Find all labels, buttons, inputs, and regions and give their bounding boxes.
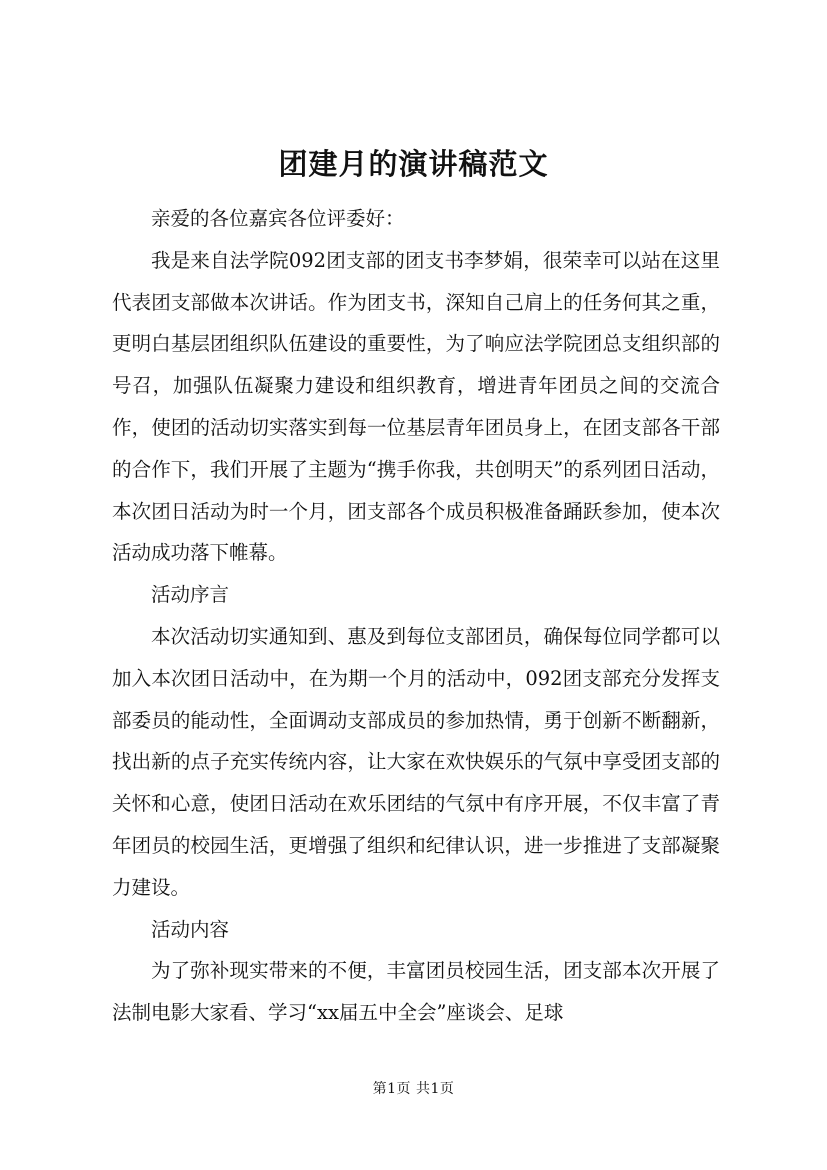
document-title: 团建月的演讲稿范文 [278,147,549,181]
section-heading-content: 活动内容 [151,917,230,941]
salutation: 亲爱的各位嘉宾各位评委好： [151,207,405,230]
section-paragraph-content: 为了弥补现实带来的不便，丰富团员校园生活，团支部本次开展了法制电影大家看、学习“xx届五中全会”座谈会、足球 [112,959,720,1025]
section-paragraph-preface: 本次活动切实通知到、惠及到每位支部团员，确保每位同学都可以加入本次团日活动中，在为期一个月的活动中，092团支部充分发挥支部委员的能动性，全面调动支部成员的参加热情，勇于创新不断翻新，找出新的点子充实传统内容，让大家在欢快娱乐的气氛中享受团支部的关怀和心意，使团日活动在欢乐团结的气氛中有序开展，不仅丰富了青年团员的校园生活，更增强了组织和纪律认识，进一步推进了支部凝聚力建设。 [112,624,720,899]
document-body [112,198,720,1034]
section-heading-preface: 活动序言 [151,583,230,607]
intro-paragraph: 我是来自法学院092团支部的团支书李梦娟，很荣幸可以站在这里代表团支部做本次讲话。作为团支书，深知自己肩上的任务何其之重，更明白基层团组织队伍建设的重要性，为了响应法学院团总支组织部的号召，加强队伍凝聚力建设和组织教育，增进青年团员之间的交流合作，使团的活动切实落实到每一位基层青年团员身上，在团支部各干部的合作下，我们开展了主题为“携手你我，共创明天”的系列团日活动，本次团日活动为时一个月，团支部各个成员积极准备踊跃参加，使本次活动成功落下帷幕。 [112,248,720,565]
page-number-footer: 第1页 共1页 [372,1081,455,1097]
